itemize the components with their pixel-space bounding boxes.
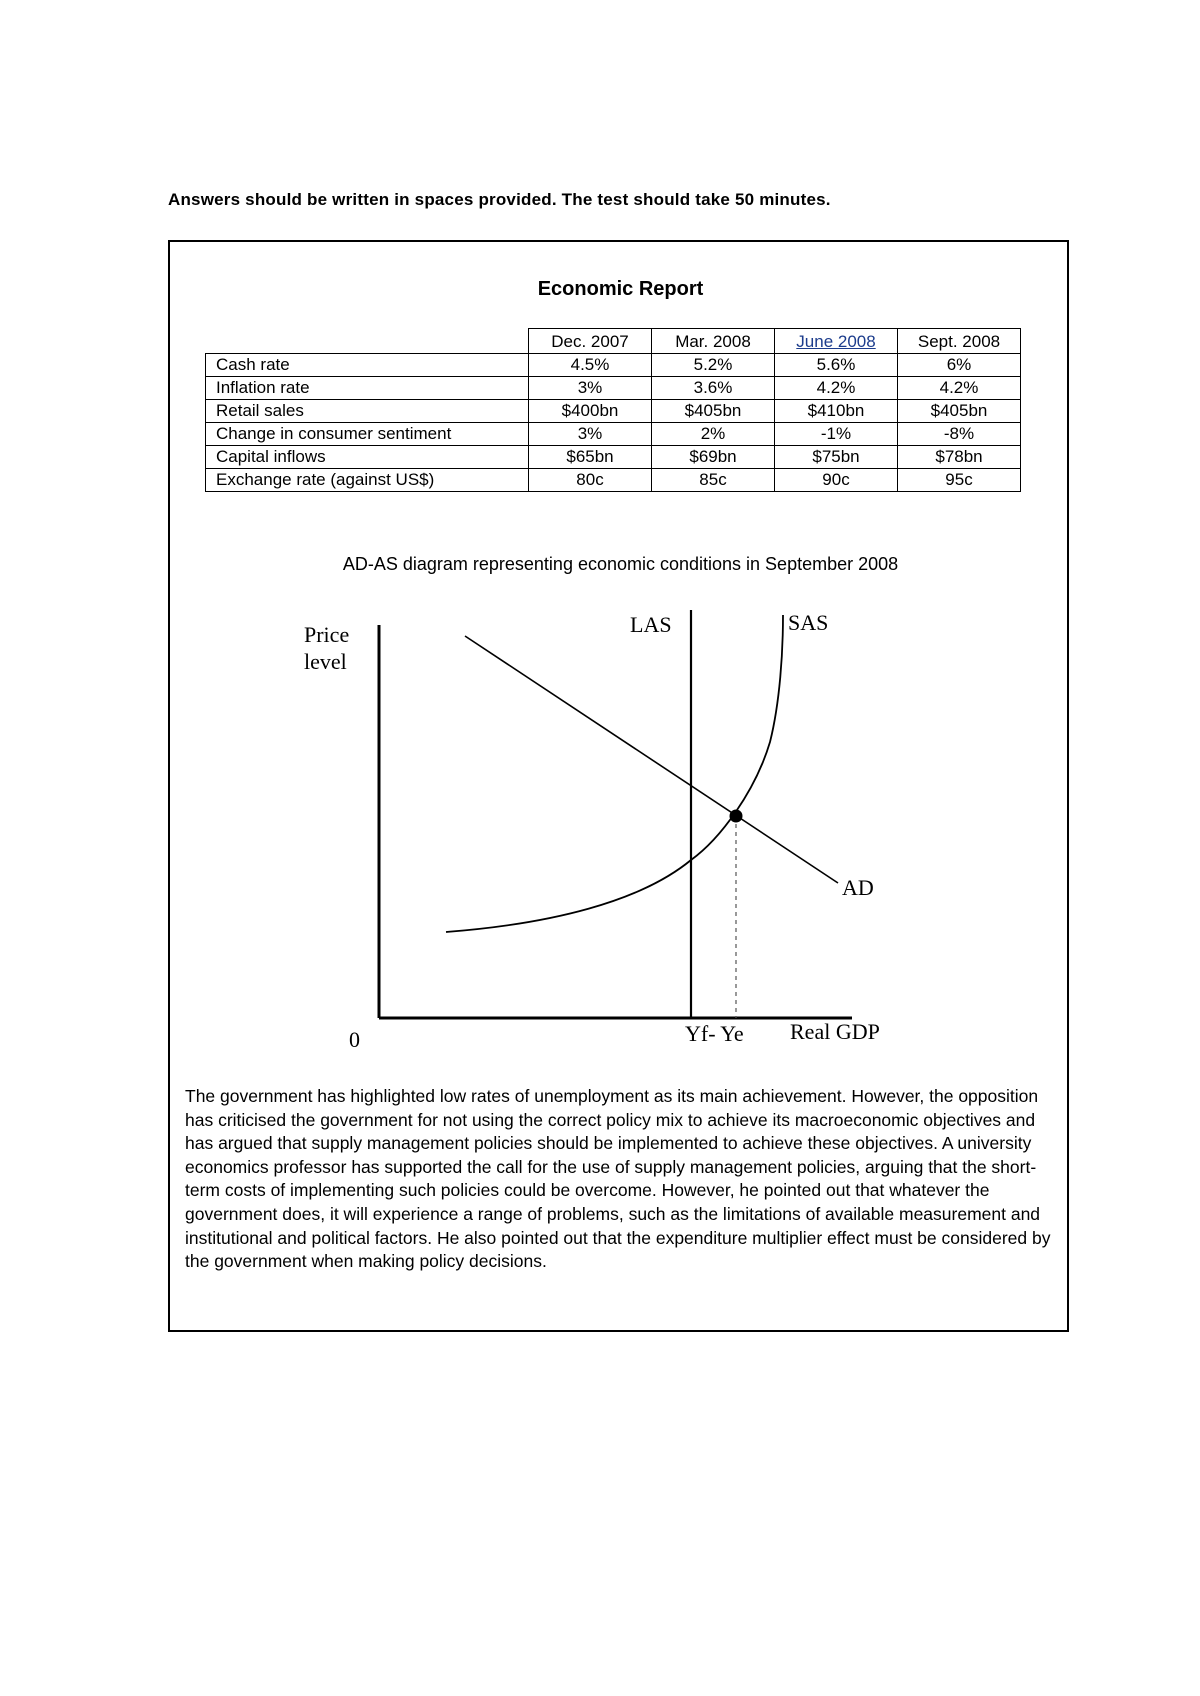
economic-report-box — [168, 240, 1069, 1332]
scenario-paragraph: The government has highlighted low rates of unemployment as its main achievement. However, the opposition has criticised the government for not using the correct policy mix to achieve its macroeconomic objectives and has argued that supply management policies should be implemented to achieve these objectives. A university economics professor has supported the call for the use of supply management policies, arguing that the short-term costs of implementing such policies could be overcome. However, he pointed out that whatever the government does, it will experience a range of problems, such as the limitations of available measurement and institutional and political factors. He also pointed out that the expenditure multiplier effect must be considered by the government when making policy decisions. — [185, 1086, 1051, 1272]
las-label: LAS — [630, 612, 672, 637]
table-cell: 5.2% — [652, 354, 775, 377]
table-cell: $405bn — [652, 400, 775, 423]
row-label: Capital inflows — [206, 446, 529, 469]
table-cell: 85c — [652, 469, 775, 492]
x-axis-label: Real GDP — [790, 1019, 880, 1044]
table-cell: $69bn — [652, 446, 775, 469]
table-cell: $410bn — [775, 400, 898, 423]
table-cell: $65bn — [529, 446, 652, 469]
row-label: Change in consumer sentiment — [206, 423, 529, 446]
table-cell: -8% — [898, 423, 1021, 446]
table-cell: 4.2% — [775, 377, 898, 400]
row-label: Retail sales — [206, 400, 529, 423]
sas-curve — [446, 615, 783, 932]
ad-label: AD — [842, 875, 874, 900]
diagram-title: AD-AS diagram representing economic conditions in September 2008 — [342, 554, 899, 574]
table-cell: -1% — [775, 423, 898, 446]
y-axis-label: level — [304, 649, 347, 674]
table-cell: $75bn — [775, 446, 898, 469]
test-instructions: Answers should be written in spaces provided. The test should take 50 minutes. — [168, 190, 831, 209]
ad-curve — [465, 636, 838, 883]
table-cell: 90c — [775, 469, 898, 492]
row-label: Exchange rate (against US$) — [206, 469, 529, 492]
y-axis-label: Price — [304, 622, 350, 647]
table-cell: 5.6% — [775, 354, 898, 377]
table-cell: 3.6% — [652, 377, 775, 400]
equilibrium-point — [730, 810, 743, 823]
table-cell: 3% — [529, 423, 652, 446]
table-cell: 6% — [898, 354, 1021, 377]
row-label: Inflation rate — [206, 377, 529, 400]
column-header: Sept. 2008 — [898, 329, 1021, 354]
table-cell: 4.5% — [529, 354, 652, 377]
sas-label: SAS — [788, 610, 829, 635]
row-label: Cash rate — [206, 354, 529, 377]
column-header-link[interactable]: June 2008 — [796, 332, 876, 351]
table-cell: $78bn — [898, 446, 1021, 469]
table-cell: 3% — [529, 377, 652, 400]
equilibrium-output-label: Yf- Ye — [685, 1021, 744, 1046]
table-cell: 80c — [529, 469, 652, 492]
table-cell: 2% — [652, 423, 775, 446]
table-cell: 4.2% — [898, 377, 1021, 400]
origin-label: 0 — [349, 1027, 360, 1052]
column-header: Dec. 2007 — [529, 329, 652, 354]
table-cell: $400bn — [529, 400, 652, 423]
table-cell: 95c — [898, 469, 1021, 492]
report-title: Economic Report — [537, 278, 704, 300]
table-cell: $405bn — [898, 400, 1021, 423]
column-header: Mar. 2008 — [652, 329, 775, 354]
